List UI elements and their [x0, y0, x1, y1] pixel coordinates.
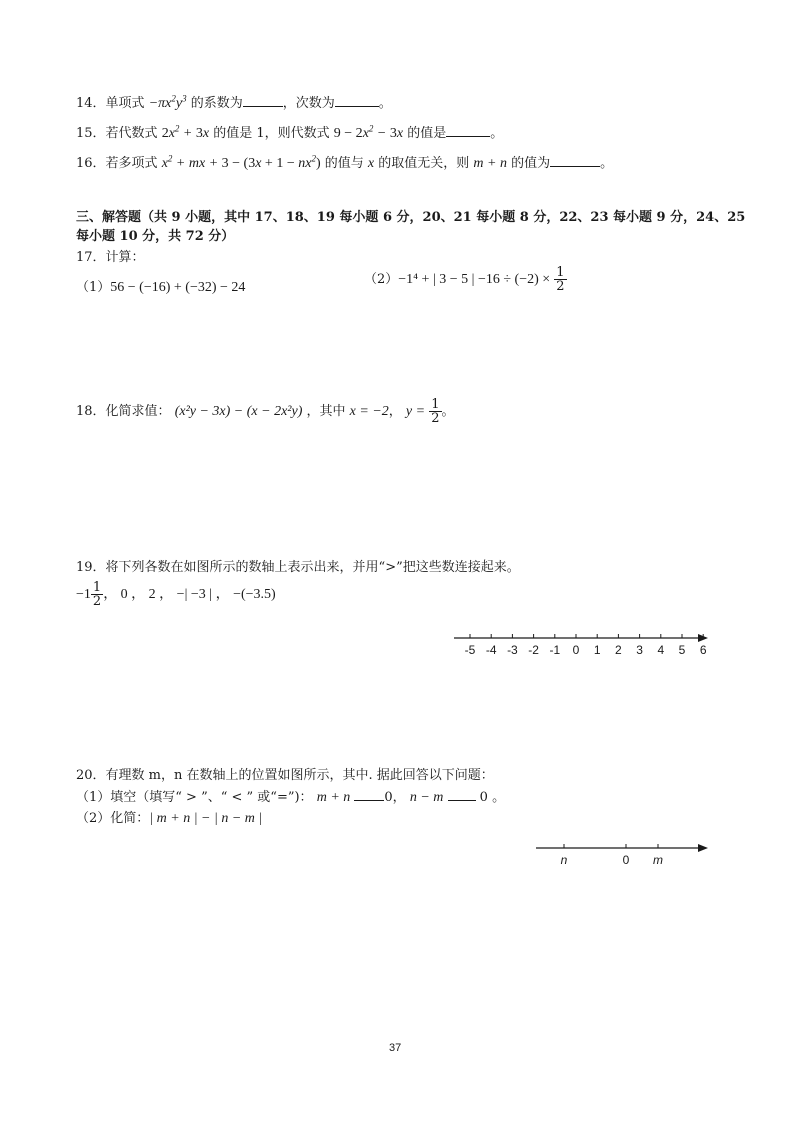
- q17-frac-den: 2: [556, 279, 565, 294]
- q15-number: 15．: [76, 126, 106, 141]
- q20-p1-label: （1）填空（填写“ > ”、“ < ” 或“=”)：: [76, 790, 313, 805]
- q18-frac-num: 1: [431, 397, 440, 412]
- q16-text-5: 。: [600, 156, 614, 171]
- q14-text-4: 。: [378, 96, 392, 111]
- q19-tick-label: 4: [657, 643, 665, 657]
- q20-tick-label: 0: [622, 853, 630, 867]
- q15-text-1: 若代数式: [105, 126, 158, 141]
- q14-blank-coefficient[interactable]: [243, 94, 283, 107]
- q15-expr-1: $2x^2 + 3x$: [161, 123, 210, 141]
- q14-number: 14．: [76, 96, 106, 111]
- q18-frac-den: 2: [431, 411, 440, 426]
- q17-p2-label: （2）: [364, 272, 399, 287]
- q18-text-1: ，其中: [306, 404, 346, 419]
- q16-text-3: 的取值无关，则: [378, 156, 470, 171]
- q16-m-plus-n: m + n: [473, 156, 507, 171]
- q17-p1-label: （1）: [76, 280, 111, 295]
- q17-title: 17．计算：: [76, 250, 145, 265]
- q17-p2-fraction: [554, 266, 566, 293]
- q18-end: 。: [441, 404, 455, 419]
- q19-text: 19．将下列各数在如图所示的数轴上表示出来，并用“>”把这些数连接起来。: [76, 560, 520, 575]
- q19-numbers: [76, 581, 276, 608]
- q20-tick-label: n: [560, 853, 568, 867]
- q20-part-1: [76, 786, 505, 806]
- q18-number: 18．化简求值：: [76, 404, 171, 419]
- q20-number-line: [534, 838, 714, 870]
- q19-tick-label: 2: [615, 643, 622, 657]
- q20-p2-label: （2）化简：: [76, 811, 150, 826]
- q15-text-3: 的值是: [407, 126, 447, 141]
- q20-blank-2[interactable]: [448, 788, 476, 801]
- q19-number-line: [450, 628, 714, 660]
- q20-tick-label: m: [653, 853, 663, 867]
- q16-number: 16．: [76, 156, 106, 171]
- q14-text-2: 的系数为: [190, 96, 243, 111]
- q19-tick-label: -3: [507, 643, 518, 657]
- q14-text-3: ，次数为: [282, 96, 335, 111]
- q15-blank[interactable]: [446, 124, 490, 137]
- q20-part-2: [76, 807, 262, 827]
- q15-text-4: 。: [490, 126, 504, 141]
- q20-p1-m-plus-n: m + n: [316, 790, 351, 805]
- q14-blank-degree[interactable]: [335, 94, 379, 107]
- q20-p1-text-1: 0，: [384, 790, 406, 805]
- q16-polynomial: $x^2$ + mx + $3 - (3x + 1 - nx^2)$: [161, 153, 321, 171]
- q16-text-2: 的值与: [324, 156, 364, 171]
- q16-blank[interactable]: [550, 154, 600, 167]
- question-15: [76, 122, 503, 142]
- q16-text-4: 的值为: [511, 156, 551, 171]
- q19-tick-label: 1: [593, 643, 601, 657]
- q18-expression: (x²y − 3x) − (x − 2x²y): [174, 404, 303, 419]
- q19-tick-label: 5: [678, 643, 686, 657]
- q19-tick-label: -2: [528, 643, 539, 657]
- q16-var-x: x: [367, 156, 375, 171]
- q17-part-2: [364, 266, 567, 293]
- q18-text-2: ，: [388, 404, 402, 419]
- q20-text: [76, 764, 494, 783]
- q19-tick-label: 6: [699, 643, 707, 657]
- q19-mixed-fraction: [91, 581, 103, 608]
- q19-tick-label: 0: [572, 643, 580, 657]
- q18-condition-x: x = −2: [349, 404, 389, 419]
- q20-p1-text-2: 0 。: [479, 790, 506, 805]
- q17-p2-expression: −1⁴ + | 3 − 5 | −16 ÷ (−2) ×: [398, 272, 551, 287]
- q17-p1-expression: 56 − (−16) + (−32) − 24: [110, 280, 246, 295]
- q14-text-1: 单项式: [105, 96, 145, 111]
- q19-tick-label: -4: [485, 643, 497, 657]
- question-14: [76, 92, 392, 112]
- q19-number-list: ， 0 ， 2 ， −| −3 | ， −(−3.5): [103, 587, 276, 602]
- q19-frac-num: 1: [92, 580, 102, 595]
- page-number: 37: [389, 1042, 402, 1054]
- q20-blank-1[interactable]: [354, 788, 384, 801]
- question-16: [76, 152, 613, 172]
- question-18: [76, 398, 455, 425]
- q19-tick-label: 3: [636, 643, 643, 657]
- q20-intro: 20．有理数 m，n 在数轴上的位置如图所示，其中. 据此回答以下问题：: [76, 768, 494, 783]
- section-heading-line-1: 三、解答题（共 9 小题，其中 17、18、19 每小题 6 分，20、21 每小题 8 分，22、23 每小题 9 分，24、25: [76, 210, 746, 225]
- q18-fraction: [429, 398, 441, 425]
- q19-mixed-int: −1: [76, 587, 91, 602]
- q20-axis-arrow: [698, 844, 708, 852]
- q19-frac-den: 2: [92, 594, 102, 609]
- section-heading-line-2: 每小题 10 分，共 72 分）: [76, 229, 235, 244]
- q19-tick-label: -1: [549, 643, 561, 657]
- q15-text-2: 的值是 1，则代数式: [213, 126, 330, 141]
- q20-p2-expression: | m + n | − | n − m |: [149, 811, 263, 826]
- q14-monomial: $-\pi x^2y^3$: [148, 93, 187, 111]
- q17-frac-num: 1: [556, 265, 565, 280]
- q19-tick-label: -5: [464, 643, 476, 657]
- q15-expr-2: $9 - 2x^2 - 3x$: [333, 123, 404, 141]
- q20-p1-n-minus-m: n − m: [409, 790, 444, 805]
- q18-condition-y: y =: [405, 404, 426, 419]
- q17-part-1: [76, 276, 245, 296]
- q16-text-1: 若多项式: [105, 156, 158, 171]
